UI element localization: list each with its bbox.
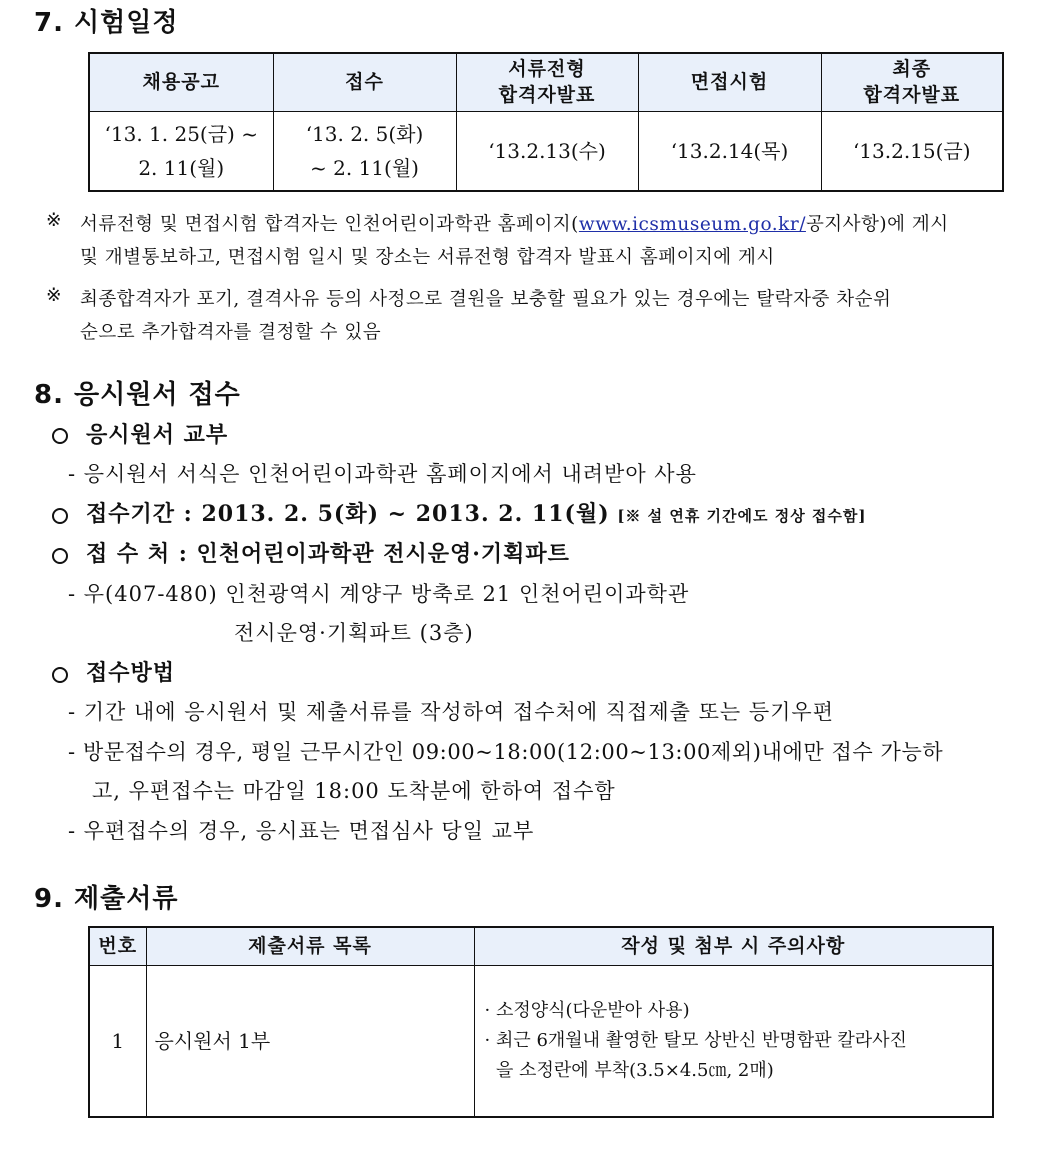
header-application: 접수 <box>273 53 456 111</box>
note-mark: ※ <box>46 210 63 231</box>
method-title: 접수방법 <box>86 660 176 686</box>
circle-bullet-icon <box>52 428 68 444</box>
date-final-result: ‘13.2.15(금) <box>821 111 1003 191</box>
note-1-line-1: 서류전형 및 면접시험 합격자는 인천어린이과학관 홈페이지(www.icsmuseum.go.kr/공지사항)에 게시 <box>80 214 949 235</box>
method-item-3: - 우편접수의 경우, 응시표는 면접심사 당일 교부 <box>68 819 535 843</box>
documents-header-row <box>89 927 993 965</box>
date-recruit-notice: ‘13. 1. 25(금) ~ 2. 11(월) <box>89 111 273 191</box>
section-8-title: 8. 응시원서 접수 <box>34 380 241 410</box>
date-application: ‘13. 2. 5(화) ~ 2. 11(월) <box>273 111 456 191</box>
document-note-line: 을 소정란에 부착(3.5×4.5㎝, 2매) <box>484 1059 774 1081</box>
museum-homepage-link[interactable]: www.icsmuseum.go.kr/ <box>578 214 806 235</box>
method-item-2-line-2: 고, 우편접수는 마감일 18:00 도착분에 한하여 접수함 <box>92 779 616 803</box>
note-mark: ※ <box>46 285 63 306</box>
circle-bullet-icon <box>52 508 68 524</box>
note-2-line-1: 최종합격자가 포기, 결격사유 등의 사정으로 결원을 보충할 필요가 있는 경우에는 탈락자중 차순위 <box>80 289 892 310</box>
schedule-header-row <box>89 53 1003 111</box>
note-1-line-2: 및 개별통보하고, 면접시험 일시 및 장소는 서류전형 합격자 발표시 홈페이지에 게시 <box>80 247 775 268</box>
period-line: 접수기간 : 2013. 2. 5(화) ~ 2013. 2. 11(월) [※ 설 연휴 기간에도 정상 접수함] <box>86 501 867 527</box>
date-document-screening: ‘13.2.13(수) <box>456 111 638 191</box>
document-number: 1 <box>89 965 146 1117</box>
document-note-line: · 최근 6개월내 촬영한 탈모 상반신 반명함판 칼라사진 <box>484 1029 907 1051</box>
header-final-result: 최종 합격자발표 <box>821 53 1003 111</box>
document-note-line: · 소정양식(다운받아 사용) <box>484 999 690 1021</box>
header-interview: 면접시험 <box>638 53 821 111</box>
circle-bullet-icon <box>52 548 68 564</box>
place-label: 접 수 처 : 인천어린이과학관 전시운영·기획파트 <box>86 541 570 567</box>
period-note: [※ 설 연휴 기간에도 정상 접수함] <box>617 507 867 525</box>
section-9-title: 9. 제출서류 <box>34 884 179 914</box>
header-recruit-notice: 채용공고 <box>89 53 273 111</box>
date-interview: ‘13.2.14(목) <box>638 111 821 191</box>
document-name: 응시원서 1부 <box>146 965 474 1117</box>
documents-row <box>89 965 993 1117</box>
method-item-2-line-1: - 방문접수의 경우, 평일 근무시간인 09:00~18:00(12:00~13:00제외)내에만 접수 가능하 <box>68 740 944 764</box>
header-document-list: 제출서류 목록 <box>146 927 474 965</box>
header-document-screening: 서류전형 합격자발표 <box>456 53 638 111</box>
schedule-table <box>88 52 1004 192</box>
documents-table <box>88 926 994 1118</box>
distribution-detail: - 응시원서 서식은 인천어린이과학관 홈페이지에서 내려받아 사용 <box>68 462 697 486</box>
section-7-title: 7. 시험일정 <box>34 8 179 38</box>
method-item-1: - 기간 내에 응시원서 및 제출서류를 작성하여 접수처에 직접제출 또는 등기우편 <box>68 700 834 724</box>
schedule-date-row <box>89 111 1003 191</box>
place-address-line-2: 전시운영·기획파트 (3층) <box>234 621 474 645</box>
document-notes <box>474 965 993 1117</box>
note-2-line-2: 순으로 추가합격자를 결정할 수 있음 <box>80 322 382 343</box>
distribution-title: 응시원서 교부 <box>86 422 229 448</box>
circle-bullet-icon <box>52 667 68 683</box>
header-attachment-notes: 작성 및 첨부 시 주의사항 <box>474 927 993 965</box>
place-address-line-1: - 우(407-480) 인천광역시 계양구 방축로 21 인천어린이과학관 <box>68 582 690 606</box>
header-number: 번호 <box>89 927 146 965</box>
